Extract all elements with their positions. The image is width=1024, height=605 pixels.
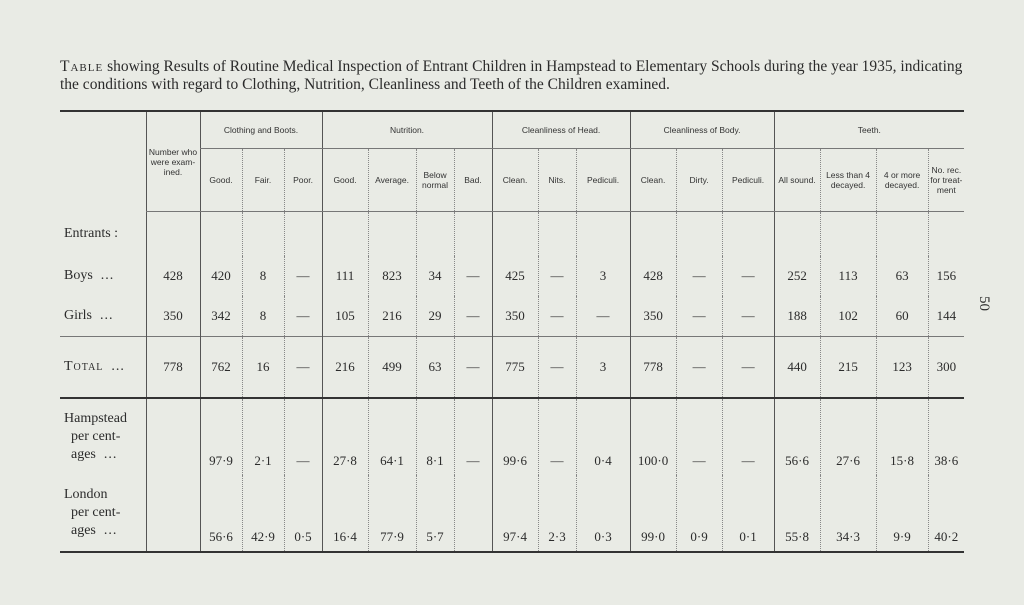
header-nut-good: Good. — [322, 149, 368, 212]
table-cell: — — [284, 256, 322, 296]
table-cell: 188 — [774, 296, 820, 337]
table-cell: — — [676, 256, 722, 296]
header-head-pediculi: Pediculi. — [576, 149, 630, 212]
table-cell: — — [454, 337, 492, 399]
table-cell: 63 — [876, 256, 928, 296]
header-nut-below: Below normal — [416, 149, 454, 212]
header-clothing: Clothing and Boots. — [200, 111, 322, 149]
row-label: London per cent- ages ... — [64, 487, 121, 538]
table-cell: 350 — [492, 296, 538, 337]
table-cell: 8·1 — [416, 398, 454, 475]
table-cell: — — [676, 337, 722, 399]
table-cell: 102 — [820, 296, 876, 337]
table-cell: 29 — [416, 296, 454, 337]
table-cell: 5·7 — [416, 475, 454, 552]
table-cell: 34 — [416, 256, 454, 296]
table-cell: — — [676, 398, 722, 475]
table-cell: — — [538, 256, 576, 296]
table-cell: 0·9 — [676, 475, 722, 552]
table-cell: 27·6 — [820, 398, 876, 475]
header-teeth-rec: No. rec. for treat-ment — [928, 149, 964, 212]
table-cell: 0·1 — [722, 475, 774, 552]
table-cell: 63 — [416, 337, 454, 399]
header-cloth-fair: Fair. — [242, 149, 284, 212]
table-cell: 350 — [146, 296, 200, 337]
table-cell: 27·8 — [322, 398, 368, 475]
table-cell: 300 — [928, 337, 964, 399]
table-cell: 420 — [200, 256, 242, 296]
table-cell: 778 — [146, 337, 200, 399]
table-cell: 42·9 — [242, 475, 284, 552]
table-cell: 56·6 — [774, 398, 820, 475]
header-teeth-all-sound: All sound. — [774, 149, 820, 212]
header-number-examined: Number who were exam-ined. — [146, 111, 200, 212]
table-cell: 64·1 — [368, 398, 416, 475]
table-cell: 40·2 — [928, 475, 964, 552]
table-cell: 56·6 — [200, 475, 242, 552]
table-cell: — — [722, 398, 774, 475]
table-cell: 99·0 — [630, 475, 676, 552]
table-cell: 3 — [576, 337, 630, 399]
table-cell — [454, 475, 492, 552]
table-row — [60, 296, 964, 337]
table-cell: 100·0 — [630, 398, 676, 475]
table-cell: — — [576, 296, 630, 337]
table-cell: 97·4 — [492, 475, 538, 552]
table-row — [60, 256, 964, 296]
row-label: Girls ... — [64, 308, 114, 323]
table-cell: 99·6 — [492, 398, 538, 475]
table-cell: 428 — [146, 256, 200, 296]
table-cell: 0·4 — [576, 398, 630, 475]
table-cell: — — [284, 296, 322, 337]
row-label: Total ... — [60, 337, 146, 399]
table-cell: 2·3 — [538, 475, 576, 552]
table-cell: — — [284, 398, 322, 475]
table-cell: 350 — [630, 296, 676, 337]
header-nutrition: Nutrition. — [322, 111, 492, 149]
header-body-pediculi: Pediculi. — [722, 149, 774, 212]
table-cell: — — [538, 296, 576, 337]
table-cell: 428 — [630, 256, 676, 296]
table-cell: — — [722, 256, 774, 296]
table-cell: — — [454, 398, 492, 475]
table-cell: 762 — [200, 337, 242, 399]
inspection-table — [60, 110, 964, 553]
table-cell: 38·6 — [928, 398, 964, 475]
table-cell: 499 — [368, 337, 416, 399]
table-cell: 144 — [928, 296, 964, 337]
table-cell: 16·4 — [322, 475, 368, 552]
header-nut-bad: Bad. — [454, 149, 492, 212]
table-cell: 425 — [492, 256, 538, 296]
table-cell: 34·3 — [820, 475, 876, 552]
table-cell: 823 — [368, 256, 416, 296]
table-cell: 77·9 — [368, 475, 416, 552]
header-head-nits: Nits. — [538, 149, 576, 212]
header-teeth-4-more: 4 or more decayed. — [876, 149, 928, 212]
table-cell: — — [538, 398, 576, 475]
table-cell: 15·8 — [876, 398, 928, 475]
table-cell: 60 — [876, 296, 928, 337]
table-cell: — — [454, 256, 492, 296]
header-row-groups — [60, 111, 964, 149]
table-cell: — — [284, 337, 322, 399]
table-cell: 16 — [242, 337, 284, 399]
table-cell: 252 — [774, 256, 820, 296]
table-cell: 3 — [576, 256, 630, 296]
page-number: 50 — [976, 296, 992, 311]
table-cell: 775 — [492, 337, 538, 399]
table-cell: 342 — [200, 296, 242, 337]
table-cell: 440 — [774, 337, 820, 399]
table-cell: 105 — [322, 296, 368, 337]
table-cell: 0·5 — [284, 475, 322, 552]
header-body-dirty: Dirty. — [676, 149, 722, 212]
header-teeth: Teeth. — [774, 111, 964, 149]
caption-lead: Table — [60, 58, 104, 75]
caption-text: showing Results of Routine Medical Inspection of Entrant Children in Hampstead to Elementary Schools during the year 1935, indicating the conditions with regard to Clothing, Nutrition, Cleanliness and Teeth of the Children examined. — [60, 58, 963, 93]
table-cell: — — [722, 296, 774, 337]
header-teeth-less-4: Less than 4 decayed. — [820, 149, 876, 212]
table-cell: 216 — [368, 296, 416, 337]
table-row — [60, 398, 964, 475]
table-row — [60, 475, 964, 552]
header-head: Cleanliness of Head. — [492, 111, 630, 149]
table-cell: 2·1 — [242, 398, 284, 475]
header-cloth-poor: Poor. — [284, 149, 322, 212]
table-cell: 55·8 — [774, 475, 820, 552]
row-label: Boys ... — [64, 268, 115, 283]
table-cell: 8 — [242, 256, 284, 296]
table-cell: 113 — [820, 256, 876, 296]
header-cloth-good: Good. — [200, 149, 242, 212]
header-body-clean: Clean. — [630, 149, 676, 212]
table-row — [60, 212, 964, 257]
table-cell: 778 — [630, 337, 676, 399]
table-cell — [146, 475, 200, 552]
row-label: Hampstead per cent- ages ... — [64, 411, 127, 462]
table-cell: 9·9 — [876, 475, 928, 552]
row-label-entrants: Entrants : — [64, 225, 119, 241]
table-cell: 123 — [876, 337, 928, 399]
header-head-clean: Clean. — [492, 149, 538, 212]
table-caption — [60, 58, 970, 94]
table-cell: 216 — [322, 337, 368, 399]
table-cell: 97·9 — [200, 398, 242, 475]
table-cell: 156 — [928, 256, 964, 296]
table-cell: — — [454, 296, 492, 337]
table-cell — [146, 398, 200, 475]
header-nut-average: Average. — [368, 149, 416, 212]
table-cell: 8 — [242, 296, 284, 337]
table-cell: — — [722, 337, 774, 399]
table-cell: 111 — [322, 256, 368, 296]
header-body: Cleanliness of Body. — [630, 111, 774, 149]
table-cell: 215 — [820, 337, 876, 399]
table-row — [60, 337, 964, 399]
table-cell: 0·3 — [576, 475, 630, 552]
table-cell: — — [538, 337, 576, 399]
table-cell: — — [676, 296, 722, 337]
